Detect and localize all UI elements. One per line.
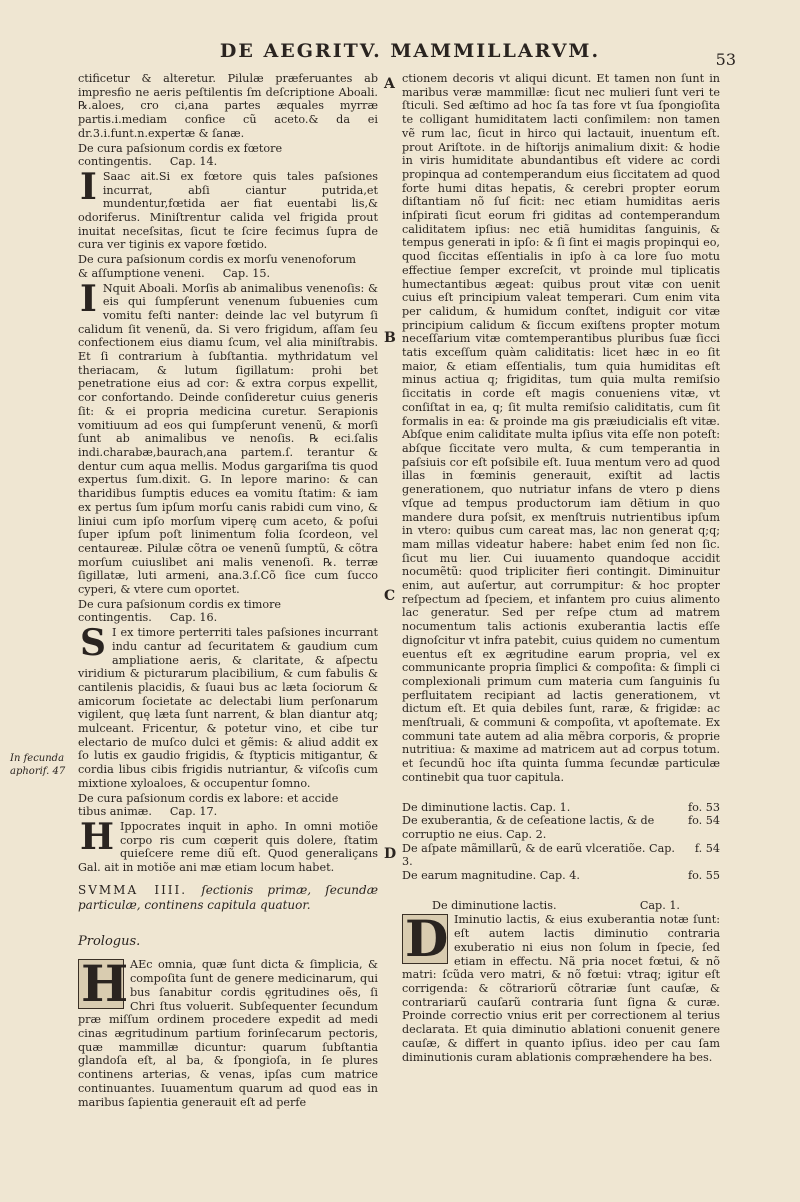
drop-cap: S	[80, 622, 106, 665]
drop-cap: H	[80, 815, 115, 858]
table-of-contents	[402, 801, 720, 883]
paragraph: H Ippocrates inquit in apho. In omni motiõe corpo ris cum cœperit quis dolere, ſtatim quieſcere reme diũ eſt. Quod generaliçans Gal. ait in motiõe ani mæ etiam locum habet.	[78, 815, 378, 875]
chapter-heading: De cura paſsionum cordis ex morſu venenoforum & aſſumptione veneni. Cap. 15.	[78, 253, 357, 280]
gutter-letter-d: D	[384, 846, 397, 862]
drop-cap: I	[80, 165, 97, 208]
paragraph: H AEc omnia, quæ ſunt dicta & ſimplicia, & compoſita ſunt de genere medicinarum, qui bus ſanabitur cordis ęgritudines oẽs, ſi Chri ſtus voluerit. Subſequenter ſecundum præ miſſum ordinem procedere expedit ad medi cinas ægritudinum partium forinſecarum pectoris, quæ mammillæ dicuntur: quarum ſubſtantia glandoſa eſt, al ba, & ſpongioſa, in ſe plures continens arterias, & venas, ipſas cum matrice continuantes. Iuuamentum quarum ad quod eas in maribus ſapientia generauit eſt ad perfe	[78, 954, 378, 1109]
paragraph: I Nquit Aboali. Morſis ab animalibus venenoſis: & eis qui ſumpſerunt venenum ſubuenies cum vomitu feſti nanter: deinde lac vel butyrum ſi calidum ſit venenũ, da. Si vero frigidum, aſſam ſeu confectionem eius diamu ſcum, vel alia miniſtrabis. Et ſi contrarium à ſubſtantia. mythridatum vel theriacam, & lutum ſigillatum: prohi bet penetratione eius ad cor: & extra corpus expellit, cor confortando. Deinde conſideretur cuius generis ſit: & ei propria medicina curetur. Serapionis vomitiuum ad eos qui ſumpſerunt venenũ, & morſi ſunt ab animalibus ve nenoſis. ℞ eci.ſalis indi.charabæ,baurach,ana partem.ſ. terantur & dentur cum aqua mellis. Modus gargariſma tis quod expertus ſum.dixit. G. In lepore marino: & can tharidibus ſumptis educes ea vomitu ſtatim: & iam ex pertus ſum ipſum morſu canis rabidi cum vino, & liniui cum ipſo morſum viperę cum aceto, & poſui ſuper ipſum poſt linimentum folia ſcordeon, vel centaureæ. Pilulæ cõtra oe venenũ ſumptũ, & cõtra morſum cuiuslibet ani malis venenoſi. ℞. terræ ſigillatæ, luti armeni, ana.3.ſ.Cõ ſice cum ſucco cyperi, & vtere cum oportet.	[78, 277, 378, 597]
toc-entry: De aſpate mãmillarũ, & de earũ vlceratiõe. Cap. 3. f. 54	[402, 841, 720, 869]
chapter-heading: De cura paſsionum cordis ex labore: et accide tibus animæ. Cap. 17.	[78, 791, 339, 819]
chapter-heading: De cura paſsionum cordis ex timore contingentis. Cap. 16.	[78, 597, 282, 625]
drop-cap: I	[80, 277, 97, 320]
paragraph: S I ex timore perterriti tales paſsiones incurrant indu cantur ad ſecuritatem & gaudium cum ampliatione aeris, & claritate, & aſpectu viridium & picturarum placibilium, & cum fabulis & cantilenis placidis, & ſuaui bus ac læta ſociorum & amicorum ſocietate ac delectabi lium perſonarum vigilent, quę læta ſunt narrent, & blan diantur atq; mulceant. Fricentur, & potetur vino, et cibe tur electario de muſco dulci et gẽmis: & aliud addit ex ſo lutis ex gaudio frigidis, & ſtypticis mitigantur, & cordia libus cibis frigidis nutriantur, & viſcoſis cum mixtione xyloaloes, & occupentur ſomno.	[78, 622, 378, 790]
summa-heading: SVMMA IIII. ſectionis primæ, ſecundæ particulæ, continens capitula quatuor.	[78, 882, 378, 912]
section-heading: De diminutione lactis. Cap. 1.	[432, 898, 680, 912]
paragraph: ctificetur & alteretur. Pilulæ præferuantes ab impresfio ne aeris peſtilentis ſm deſcriptione Aboali. ℞.aloes, cro ci,ana partes æquales myrræ partis.i.mediam confice cũ aceto.& da ei dr.3.i.funt.n.expertæ & ſanæ.	[78, 72, 378, 140]
running-head: DE AEGRITV. MAMMILLARVM.	[219, 40, 601, 62]
chapter-heading: De cura paſsionum cordis ex fœtore contingentis. Cap. 14.	[78, 141, 283, 169]
toc-entry: De earum magnitudine. Cap. 4. fo. 55	[402, 869, 720, 883]
margin-note: In fecunda aphorif. 47	[10, 753, 66, 777]
ornamental-initial: D	[402, 914, 448, 964]
ornamental-initial: H	[78, 959, 124, 1009]
paragraph: D Iminutio lactis, & eius exuberantia notæ ſunt: eſt autem lactis diminutio contraria exuberatio ni eius non ſolum in ſpecie, ſed etiam in effectu. Nã pria nocet fœtui, & nõ matri: ſcũda vero matri, & nõ fœtui: vtraq; igitur eſt corrigenda: & cõtrariorũ cõtrariæ ſunt cauſæ, & contrariarũ cauſarũ contraria ſunt ſigna & curæ. Proinde correctio vnius erit per correctionem al terius declarata. Et quia diminutio ablationi conuenit genere cauſæ, & differt in quanto ipſius. ideo per cau ſam diminutionis curam ablationis compræhendere ha bes.	[402, 909, 720, 1064]
gutter-letter-a: A	[384, 76, 395, 92]
paragraph: ctionem decoris vt aliqui dicunt. Et tamen non ſunt in maribus veræ mammillæ: ſicut nec mulieri ſunt veri te ſticuli. Sed æſtimo ad hoc ſa tas fore vt ſua ſpongioſita te colligant humiditatem lacti conſimilem: non tamen vẽ rum lac, ſicut in hirco qui lactauit, inuentum eſt. prout Ariſtote. in de hiſtorijs animalium dixit: & hodie in viris humiditate abundantibus eſt videre ac cordi propinqua ad contemperandum eius ſiccitatem ad quod forte humi ditas hepatis, & cerebri propter eorum diſtantiam nõ ſuſ ficit: nec etiam humiditas aeris inſpirati ſicut eorum fri giditas ad contemperandum caliditatem ipſius: nec etiã humiditas ſanguinis, & tempus generati in ipſo: & ſi ſint ei magis propinqui eo, quod ſiccitas eſſentialis in ipſo à ca lore ſuo motu effectiue ſemper excreſcit, vt proinde mul tiplicatis humectantibus ægeat: quibus prout vitæ con uenit cuius eſt principium valeat temperari. Cum enim vita per calidum, & humidum conſtet, indiguit cor vitæ principium calidum & ſiccum exiſtens propter motum neceſſarium vitæ comtemperantibus pluribus ſuæ ſicci tatis exceſſum quàm caliditatis: licet hæc in eo ſit maior, & etiam eſſentialis, tum quia humiditas eſt minus actiua q; frigiditas, tum quia multa remiſsio ſiccitatis in corde eſt magis conueniens vitæ, vt conſiſtat in ea, q; ſit multa remiſsio caliditatis, cum ſit formalis in ea: & proinde ma gis præiudicialis eſt vitæ. Abſque enim caliditate multa ipſius vita eſſe non poteſt: abſque ſiccitate vero multa, & cum temperantia in paſsiuis cor eſt poſsibile eſt. Iuua mentum vero ad quod illas in fœminis generauit, exiſtit ad lactis generationem, quo nutriatur infans de vtero p diens vſque ad tempus productorum iam dẽtium in quo mandere dura poſsit, ex menſtruis nutrientibus ipſum in vtero: quibus cum careat mas, lac non generat q;q; mam millas videatur habere: habet enim ſed non ſic. ſicut mu lier. Cui iuuamento quandoque accidit nocumẽtũ: quod tripliciter fieri contingit. Diminuitur enim, aut auſertur, aut corrumpitur: & hoc propter reſpectum ad ſpeciem, et infantem pro cuius alimento lac generatur. Sed per reſpe ctum ad matrem nocumentum talis actionis exuberantia lactis eſſe dignoſcitur vt infra patebit, cuius quidem no cumentum euentus eſt ex ægritudine earum propria, vel ex communicante propria ſimplici & compoſita: & ſimpli ci complexionali primum cum materia cum ſanguinis ſu perfluitatem recipiant ad lactis generationem, vt dictum eſt. Et quia debiles ſunt, raræ, & frigidæ: ac menſtruali, & communi & compoſita, vt apoſtemate. Ex communi tate autem ad alia mẽbra corporis, & proprie nutritiua: & maxime ad matricem aut ad corpus totum. et ſecundũ hoc iſta quinta ſumma ſecundæ particulæ continebit qua tuor capitula.	[402, 72, 720, 784]
paragraph: I Saac ait.Si ex fœtore quis tales paſsiones incurrat, abſi ciantur putrida,et mundentur,fœtida aer fiat euentabi lis,& odoriferus. Miniſtrentur calida vel frigida prout inuitat neceſsitas, ſicut te ſcire fecimus ſupra de cura ver tiginis ex vapore fœtido.	[78, 165, 378, 252]
left-column	[78, 72, 378, 1110]
right-column	[402, 72, 720, 1065]
page-number: 53	[715, 50, 736, 69]
prologus-heading: Prologus.	[78, 933, 141, 949]
toc-entry: De diminutione lactis. Cap. 1. fo. 53	[402, 800, 720, 814]
gutter-letter-b: B	[384, 330, 396, 346]
gutter-letter-c: C	[384, 588, 396, 604]
toc-entry: De exuberantia, & de ceſeatione lactis, & de corruptio ne eius. Cap. 2. fo. 54	[402, 814, 720, 841]
